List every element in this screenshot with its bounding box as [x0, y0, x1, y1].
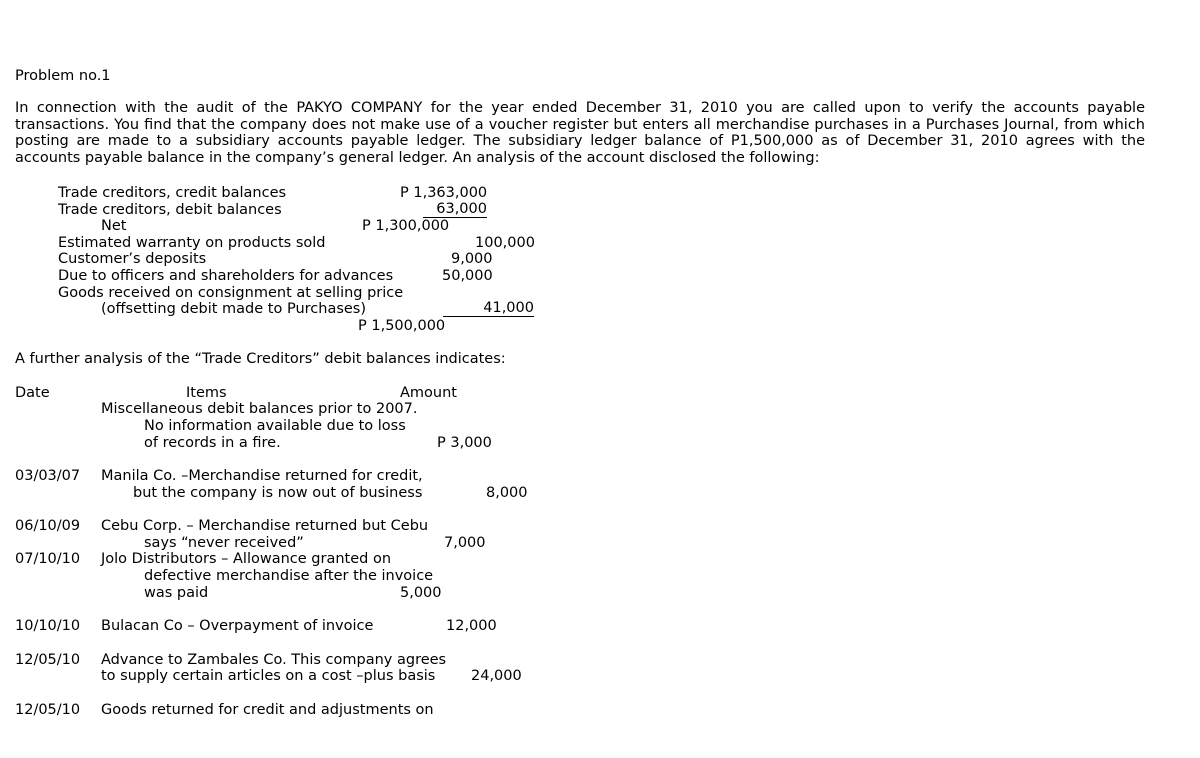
- manila-date: 03/03/07: [15, 468, 81, 484]
- consignment-label: Goods received on consignment at selling price: [58, 285, 404, 301]
- trade-debit-amount: 63,000: [423, 202, 487, 218]
- further-analysis-intro: A further analysis of the “Trade Creditors” debit balances indicates:: [15, 351, 506, 367]
- header-date: Date: [15, 385, 50, 401]
- trade-credit-label: Trade creditors, credit balances: [58, 185, 287, 201]
- bulacan-amount: 12,000: [446, 618, 497, 634]
- trade-credit-amount: P 1,363,000: [400, 185, 488, 201]
- officers-amount: 50,000: [442, 268, 493, 284]
- zambales-amount: 24,000: [471, 668, 522, 684]
- misc-amount: P 3,000: [437, 435, 492, 451]
- manila-line-2: but the company is now out of business: [133, 485, 423, 501]
- intro-paragraph: In connection with the audit of the PAKYO COMPANY for the year ended December 31, 2010 you are called upon to verify the accounts payable transactions. You find that the company does not make use of a voucher register but enters all merchandise purchases in a Purchases Journal, from which posting are made to a subsidiary accounts payable ledger. The subsidiary ledger balance of P1,500,000 as of December 31, 2010 agrees with the accounts payable balance in the company’s general ledger. An analysis of the account disclosed the following:: [15, 100, 1145, 167]
- problem-title: Problem no.1: [15, 68, 111, 84]
- manila-line-1: Manila Co. –Merchandise returned for credit,: [101, 468, 423, 484]
- goods-returned-date: 12/05/10: [15, 702, 81, 718]
- jolo-date: 07/10/10: [15, 551, 81, 567]
- jolo-amount: 5,000: [400, 585, 442, 601]
- deposits-amount: 9,000: [451, 251, 493, 267]
- consignment-label-2: (offsetting debit made to Purchases): [101, 301, 367, 317]
- cebu-line-2: says “never received”: [144, 535, 304, 551]
- zambales-line-1: Advance to Zambales Co. This company agrees: [101, 652, 447, 668]
- jolo-line-2: defective merchandise after the invoice: [144, 568, 434, 584]
- misc-line-3: of records in a fire.: [144, 435, 281, 451]
- deposits-label: Customer’s deposits: [58, 251, 207, 267]
- officers-label: Due to officers and shareholders for advances: [58, 268, 394, 284]
- jolo-line-1: Jolo Distributors – Allowance granted on: [101, 551, 392, 567]
- consignment-amount: 41,000: [443, 301, 534, 317]
- header-items: Items: [186, 385, 227, 401]
- net-amount: P 1,300,000: [362, 218, 450, 234]
- bulacan-line-1: Bulacan Co – Overpayment of invoice: [101, 618, 374, 634]
- warranty-amount: 100,000: [475, 235, 535, 251]
- zambales-line-2: to supply certain articles on a cost –plus basis: [101, 668, 436, 684]
- cebu-amount: 7,000: [444, 535, 486, 551]
- header-amount: Amount: [400, 385, 457, 401]
- jolo-line-3: was paid: [144, 585, 209, 601]
- warranty-label: Estimated warranty on products sold: [58, 235, 326, 251]
- misc-line-2: No information available due to loss: [144, 418, 406, 434]
- manila-amount: 8,000: [486, 485, 528, 501]
- cebu-date: 06/10/09: [15, 518, 81, 534]
- trade-debit-label: Trade creditors, debit balances: [58, 202, 282, 218]
- cebu-line-1: Cebu Corp. – Merchandise returned but Cebu: [101, 518, 429, 534]
- zambales-date: 12/05/10: [15, 652, 81, 668]
- net-label: Net: [101, 218, 127, 234]
- bulacan-date: 10/10/10: [15, 618, 81, 634]
- total-amount: P 1,500,000: [358, 318, 446, 334]
- goods-returned-line-1: Goods returned for credit and adjustments on: [101, 702, 434, 718]
- misc-line-1: Miscellaneous debit balances prior to 2007.: [101, 401, 418, 417]
